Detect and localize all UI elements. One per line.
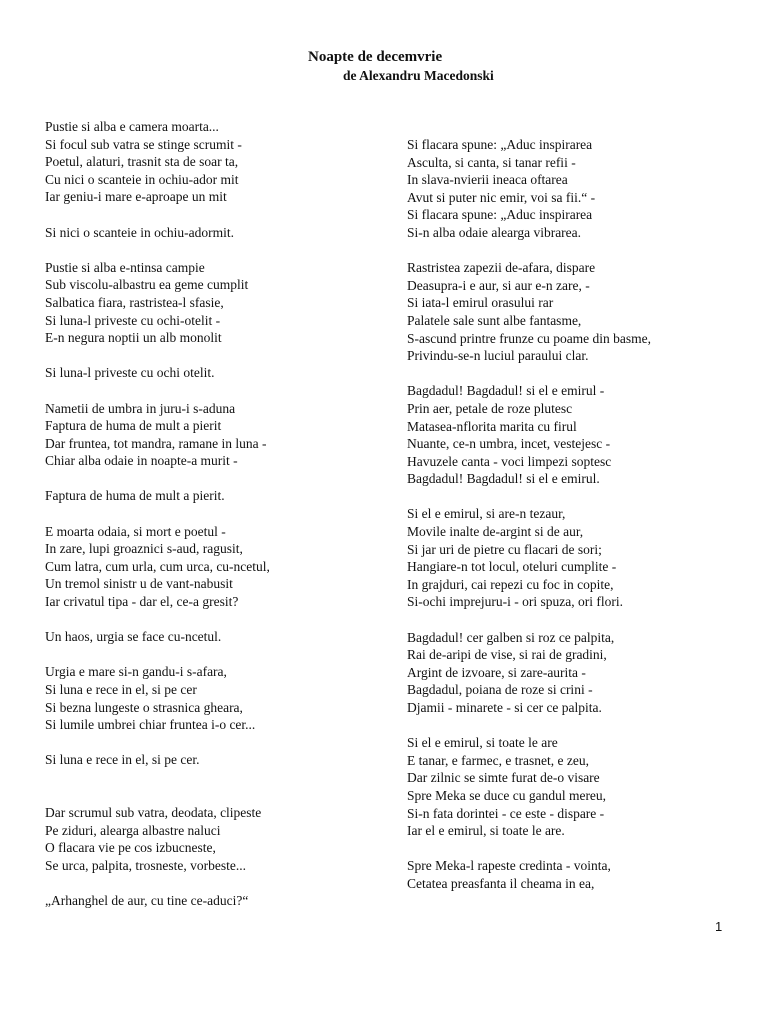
poem-line: Faptura de huma de mult a pierit. xyxy=(45,488,225,504)
poem-line: Cu nici o scanteie in ochiu-ador mit xyxy=(45,171,239,187)
poem-line: Pustie si alba e-ntinsa campie xyxy=(45,259,205,275)
stanza-gap xyxy=(45,611,375,629)
poem-line: Avut si puter nic emir, voi sa fii.“ - xyxy=(407,189,596,205)
poem-line: Si-n fata dorintei - ce este - dispare - xyxy=(407,805,605,821)
poem-line: Si-n alba odaie alearga vibrarea. xyxy=(407,224,582,240)
poem-line: O flacara vie pe cos izbucneste, xyxy=(45,840,216,856)
poem-line: Bagdadul! Bagdadul! si el e emirul - xyxy=(407,383,605,399)
poem-line: In grajduri, cai repezi cu foc in copite, xyxy=(407,576,614,592)
stanza-gap xyxy=(45,646,375,664)
poem-line: Bagdadul! cer galben si roz ce palpita, xyxy=(407,629,615,645)
poem-line: Si el e emirul, si toate le are xyxy=(407,735,558,751)
poem-line: Palatele sale sunt albe fantasme, xyxy=(407,312,582,328)
poem-line: Nuante, ce-n umbra, incet, vestejesc - xyxy=(407,436,611,452)
poem-line: Iar el e emirul, si toate le are. xyxy=(407,823,565,839)
poem-line: Pustie si alba e camera moarta... xyxy=(45,119,219,134)
poem-line: Hangiare-n tot locul, oteluri cumplite - xyxy=(407,559,617,575)
page-number: 1 xyxy=(715,919,723,934)
poem-line: Si jar uri de pietre cu flacari de sori; xyxy=(407,541,602,557)
poem-line: Poetul, alaturi, trasnit sta de soar ta, xyxy=(45,154,239,170)
poem-title: Noapte de decemvrie xyxy=(308,49,443,65)
poem-line: „Arhanghel de aur, cu tine ce-aduci?“ xyxy=(45,892,249,908)
poem-line: Bagdadul, poiana de roze si crini - xyxy=(407,682,593,698)
stanza-gap xyxy=(45,347,375,365)
poem-line: Havuzele canta - voci limpezi soptesc xyxy=(407,453,612,469)
poem-line: Rastristea zapezii de-afara, dispare xyxy=(407,260,596,276)
poem-line: Si bezna lungeste o strasnica gheara, xyxy=(45,699,243,715)
poem-line: Spre Meka-l rapeste credinta - vointa, xyxy=(407,858,611,874)
stanza-gap xyxy=(45,734,375,752)
stanza-gap xyxy=(407,242,737,260)
poem-line: Matasea-nflorita marita cu firul xyxy=(407,418,577,434)
poem-line: Cetatea preasfanta il cheama in ea, xyxy=(407,875,595,891)
poem-line: In zare, lupi groaznici s-aud, ragusit, xyxy=(45,541,243,557)
poem-line: In slava-nvierii ineaca oftarea xyxy=(407,172,568,188)
poem-line: Dar scrumul sub vatra, deodata, clipeste xyxy=(45,804,262,820)
poem-line: S-ascund printre frunze cu poame din basme, xyxy=(407,330,652,346)
poem-line: Iar crivatul tipa - dar el, ce-a gresit? xyxy=(45,594,239,610)
stanza-gap xyxy=(407,488,737,506)
stanza-gap xyxy=(407,717,737,735)
poem-line: E moarta odaia, si mort e poetul - xyxy=(45,523,226,539)
poem-line: Si luna-l priveste cu ochi-otelit - xyxy=(45,312,221,328)
poem-line: Nametii de umbra in juru-i s-aduna xyxy=(45,400,236,416)
poem-line: Djamii - minarete - si cer ce palpita. xyxy=(407,700,602,715)
poem-line: Se urca, palpita, trosneste, vorbeste... xyxy=(45,857,246,873)
poem-line: Si iata-l emirul orasului rar xyxy=(407,295,554,311)
poem-line: Si-ochi imprejuru-i - ori spuza, ori flori. xyxy=(407,594,623,610)
poem-line: Faptura de huma de mult a pierit xyxy=(45,418,222,434)
poem-line: E-n negura noptii un alb monolit xyxy=(45,330,222,346)
poem-line: Si focul sub vatra se stinge scrumit - xyxy=(45,136,242,152)
stanza-gap xyxy=(45,241,375,259)
stanza-gap xyxy=(407,840,737,858)
poem-line: Deasupra-i e aur, si aur e-n zare, - xyxy=(407,277,590,293)
poem-line: Si flacara spune: „Aduc inspirarea xyxy=(407,137,593,152)
poem-line: Dar fruntea, tot mandra, ramane in luna - xyxy=(45,435,267,451)
right-column xyxy=(407,136,737,893)
poem-line: E tanar, e farmec, e trasnet, e zeu, xyxy=(407,752,589,768)
poem-line: Rai de-aripi de vise, si rai de gradini, xyxy=(407,647,607,663)
poem-line: Asculta, si canta, si tanar refii - xyxy=(407,154,576,170)
poem-line: Movile inalte de-argint si de aur, xyxy=(407,524,584,540)
poem-line: Si luna e rece in el, si pe cer xyxy=(45,682,197,697)
poem-line: Argint de izvoare, si zare-aurita - xyxy=(407,664,586,680)
left-column xyxy=(45,118,375,910)
stanza-gap xyxy=(407,611,737,629)
poem-line: Si luna e rece in el, si pe cer. xyxy=(45,752,200,768)
poem-line: Dar zilnic se simte furat de-o visare xyxy=(407,770,600,786)
poem-line: Si nici o scanteie in ochiu-adormit. xyxy=(45,224,234,240)
stanza-gap xyxy=(407,365,737,383)
poem-line: Privindu-se-n luciul paraului clar. xyxy=(407,348,589,364)
poem-line: Un tremol sinistr u de vant-nabusit xyxy=(45,576,233,592)
stanza-gap xyxy=(45,874,375,892)
poem-line: Iar geniu-i mare e-aproape un mit xyxy=(45,189,227,205)
stanza-gap xyxy=(45,382,375,400)
poem-line: Si flacara spune: „Aduc inspirarea xyxy=(407,207,593,223)
poem-line: Urgia e mare si-n gandu-i s-afara, xyxy=(45,664,227,680)
poem-line: Sub viscolu-albastru ea geme cumplit xyxy=(45,277,249,293)
stanza-gap xyxy=(45,470,375,488)
poem-line: Si luna-l priveste cu ochi otelit. xyxy=(45,365,215,381)
poem-line: Chiar alba odaie in noapte-a murit - xyxy=(45,453,238,469)
poem-author: de Alexandru Macedonski xyxy=(343,68,494,83)
poem-line: Si el e emirul, si are-n tezaur, xyxy=(407,506,566,522)
poem-line: Pe ziduri, alearga albastre naluci xyxy=(45,822,221,838)
stanza-gap xyxy=(45,769,375,804)
poem-line: Cum latra, cum urla, cum urca, cu-ncetul, xyxy=(45,558,270,574)
poem-line: Prin aer, petale de roze plutesc xyxy=(407,400,573,416)
stanza-gap xyxy=(45,206,375,224)
stanza-gap xyxy=(45,505,375,523)
poem-line: Salbatica fiara, rastristea-l sfasie, xyxy=(45,294,224,310)
poem-line: Spre Meka se duce cu gandul mereu, xyxy=(407,787,607,803)
poem-line: Bagdadul! Bagdadul! si el e emirul. xyxy=(407,471,600,487)
poem-line: Si lumile umbrei chiar fruntea i-o cer... xyxy=(45,717,256,733)
poem-line: Un haos, urgia se face cu-ncetul. xyxy=(45,629,222,645)
